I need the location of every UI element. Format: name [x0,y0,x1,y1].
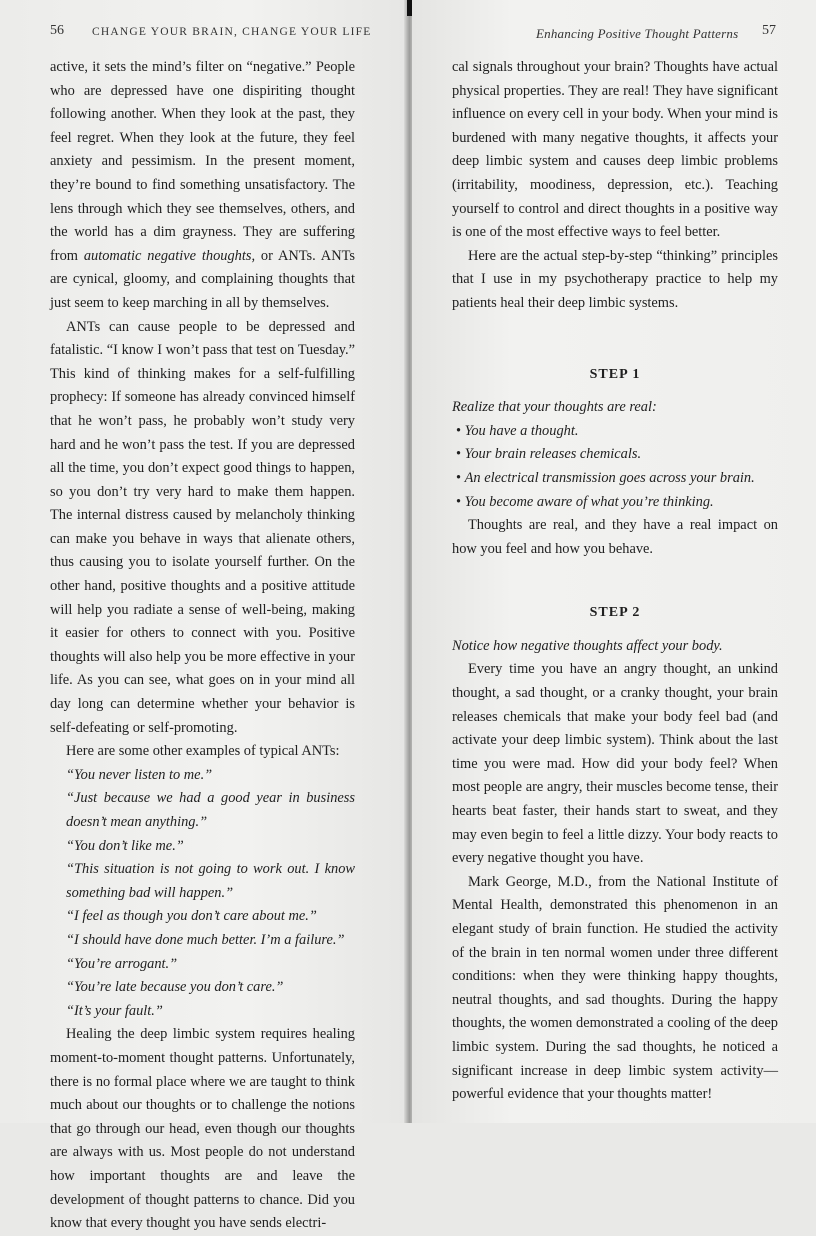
bullet-item: • Your brain releases chemicals. [452,443,778,467]
emphasis-text: automatic negative thoughts, [83,247,256,264]
paragraph: cal signals throughout your brain? Thoughts have actual physical properties. They are real! They have significant influence on every cell in your body. When your mind is burdened with many negative thoughts, it affects your deep limbic system and causes deep limbic problems (irritability, moodiness, depression, etc.). Teaching yourself to control and direct thoughts in a positive way is one of the most effective ways to feel better. [452,59,778,241]
paragraph: Healing the deep limbic system requires healing moment-to-moment thought patterns. Unfortunately, there is no formal place where we are taught to think much about our thoughts or to challenge the notions that go through our head, even though our thoughts are always with us. Most people do not understand how important thoughts are and leave the development of thought patterns to chance. Did you know that every thought you have sends electri- [50,1026,355,1232]
paragraph: Here are the actual step-by-step “thinking” principles that I use in my psychotherapy practice to help my patients heal their deep limbic systems. [452,247,778,311]
running-head-left: CHANGE YOUR BRAIN, CHANGE YOUR LIFE [92,26,372,38]
left-page-body [50,56,355,1236]
paragraph-text: or ANTs. ANTs are cynical, gloomy, and complaining thoughts that just seem to keep marching in all by themselves. [50,247,355,311]
ant-examples-list [50,764,355,1024]
step-1-bullets [452,420,778,514]
step-2-lead: Notice how negative thoughts affect your body. [452,637,723,654]
ant-example: “I feel as though you don’t care about me.” [66,908,317,925]
ant-example: “You never listen to me.” [66,766,213,783]
paragraph: Thoughts are real, and they have a real impact on how you feel and how you behave. [452,517,778,557]
paragraph: Every time you have an angry thought, an unkind thought, a sad thought, or a cranky thought, your brain releases chemicals that make your body feel bad (and activate your deep limbic system). Think about the last time you were mad. How did your body feel? When most people are angry, their muscles become tense, their hearts beat faster, their hands start to sweat, and they may even begin to feel a little dizzy. Your body reacts to every negative thought you have. [452,661,778,867]
left-page [0,0,408,1232]
step-1-title: STEP 1 [589,366,641,382]
bullet-item: • You have a thought. [452,420,778,444]
paragraph-text: active, it sets the mind’s filter on “negative.” People who are depressed have one dispiriting thought following another. When they look at the past, they feel regret. When they look at the future, they feel anxiety and pessimism. In the present moment, they’re bound to find something unsatisfactory. The lens through which they see themselves, others, and the world has a dim grayness. They are suffering from [50,59,355,264]
bullet-item: • An electrical transmission goes across your brain. [452,467,778,491]
examples-intro: Here are some other examples of typical ANTs: [66,743,340,760]
ant-example: “It’s your fault.” [66,1002,163,1019]
page-number-left: 56 [50,23,64,38]
bullet-item: • You become aware of what you’re thinking. [452,491,778,515]
paragraph [50,56,355,316]
page-number-right: 57 [762,23,776,38]
running-head-right: Enhancing Positive Thought Patterns [536,26,739,41]
ant-example: “You’re late because you don’t care.” [66,979,284,996]
ant-example: “You don’t like me.” [66,837,184,854]
ant-example: “You’re arrogant.” [66,955,178,972]
step-2-title: STEP 2 [589,605,641,621]
ant-example: “This situation is not going to work out. I know something bad will happen.” [66,861,355,901]
paragraph: ANTs can cause people to be depressed and fatalistic. “I know I won’t pass that test on Tuesday.” This kind of thinking makes for a self-fulfilling prophecy: If someone has already convinced himself that he won’t pass, he probably won’t study very hard and he won’t pass the test. If you are depressed all the time, you don’t expect good things to happen, so you don’t try very hard to make them happen. The internal distress caused by melancholy thinking can make you behave in ways that alienate others, thus causing you to isolate yourself further. On the other hand, positive thoughts and a positive attitude will help you radiate a sense of well-being, making it easier for others to connect with you. Positive thoughts will also help you be more effective in your life. As you can see, what goes on in your mind all day long can determine whether your behavior is self-defeating or self-promoting. [50,318,355,736]
ant-example: “I should have done much better. I’m a failure.” [66,931,345,948]
right-page-body [452,56,778,1107]
ant-example: “Just because we had a good year in business doesn’t mean anything.” [66,790,355,830]
step-1-lead: Realize that your thoughts are real: [452,399,657,416]
paragraph: Mark George, M.D., from the National Institute of Mental Health, demonstrated this phenomenon in an elegant study of brain function. He studied the activity of the brain in ten normal women under three different conditions: when they were thinking happy thoughts, neutral thoughts, and sad thoughts. During the happy thoughts, the women demonstrated a cooling of the deep limbic system. During the sad thoughts, he noticed a significant increase in deep limbic system activity—powerful evidence that your thoughts matter! [452,873,778,1103]
